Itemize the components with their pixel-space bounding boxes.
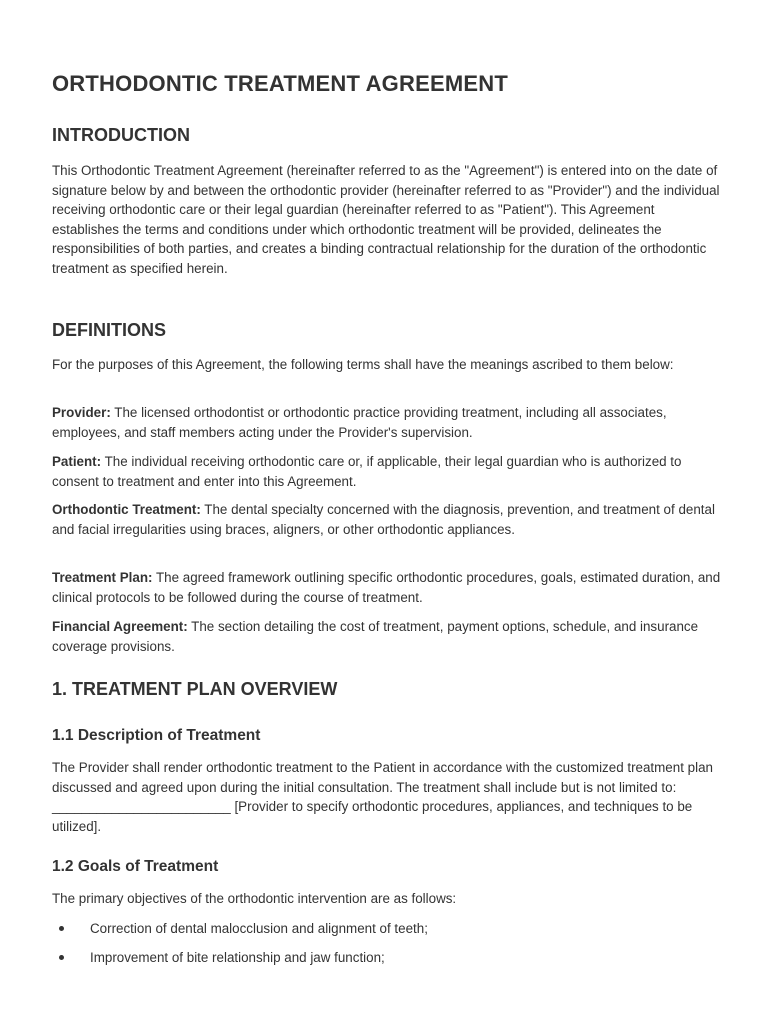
definition-text: The individual receiving orthodontic care or, if applicable, their legal guardian who is authorized to consent to treatment and enter into this Agreement.: [52, 454, 682, 489]
definition-provider: [52, 403, 722, 442]
section-1-2-intro: The primary objectives of the orthodontic intervention are as follows:: [52, 891, 457, 906]
definition-financial-agreement: [52, 617, 722, 656]
definition-term: Orthodontic Treatment:: [52, 502, 201, 517]
definition-term: Patient:: [52, 454, 102, 469]
list-item-text: Improvement of bite relationship and jaw function;: [90, 950, 385, 965]
definition-text: The section detailing the cost of treatment, payment options, schedule, and insurance coverage provisions.: [52, 619, 699, 654]
introduction-text: This Orthodontic Treatment Agreement (hereinafter referred to as the "Agreement") is entered into on the date of signature below by and between the orthodontic provider (hereinafter referred to as "Provider") and the individual receiving orthodontic care or their legal guardian (hereinafter referred to as "Patient"). This Agreement establishes the terms and conditions under which orthodontic treatment will be provided, delineates the responsibilities of both parties, and creates a binding contractual relationship for the duration of the orthodontic treatment as specified herein.: [52, 163, 720, 276]
introduction-heading: INTRODUCTION: [52, 125, 190, 145]
definition-treatment-plan: [52, 568, 722, 607]
definition-text: The dental specialty concerned with the diagnosis, prevention, and treatment of dental and facial irregularities using braces, aligners, or other orthodontic appliances.: [52, 502, 715, 537]
definition-patient: [52, 452, 722, 491]
section-1-1-heading: 1.1 Description of Treatment: [52, 727, 261, 744]
definition-text: The agreed framework outlining specific orthodontic procedures, goals, estimated duration, and clinical protocols to be followed during the course of treatment.: [52, 570, 721, 605]
definitions-intro: For the purposes of this Agreement, the following terms shall have the meanings ascribed to them below:: [52, 357, 674, 372]
section-1-1-text: The Provider shall render orthodontic treatment to the Patient in accordance with the customized treatment plan discussed and agreed upon during the initial consultation. The treatment shall include but is not limited to: ________________________ [Provider to specify orthodontic procedures, appliances, and techniques to be utilized].: [52, 760, 713, 834]
bullet-icon: [59, 955, 64, 960]
section-1-2-heading: 1.2 Goals of Treatment: [52, 858, 219, 875]
definition-text: The licensed orthodontist or orthodontic practice providing treatment, including all associates, employees, and staff members acting under the Provider's supervision.: [52, 405, 667, 440]
definition-term: Financial Agreement:: [52, 619, 188, 634]
definition-term: Treatment Plan:: [52, 570, 153, 585]
list-item-text: Correction of dental malocclusion and alignment of teeth;: [90, 921, 428, 936]
section-1-heading: 1. TREATMENT PLAN OVERVIEW: [52, 679, 338, 699]
definition-term: Provider:: [52, 405, 111, 420]
document-title: ORTHODONTIC TREATMENT AGREEMENT: [52, 71, 508, 96]
definition-orthodontic-treatment: [52, 500, 722, 539]
definitions-heading: DEFINITIONS: [52, 320, 167, 340]
bullet-icon: [59, 926, 64, 931]
